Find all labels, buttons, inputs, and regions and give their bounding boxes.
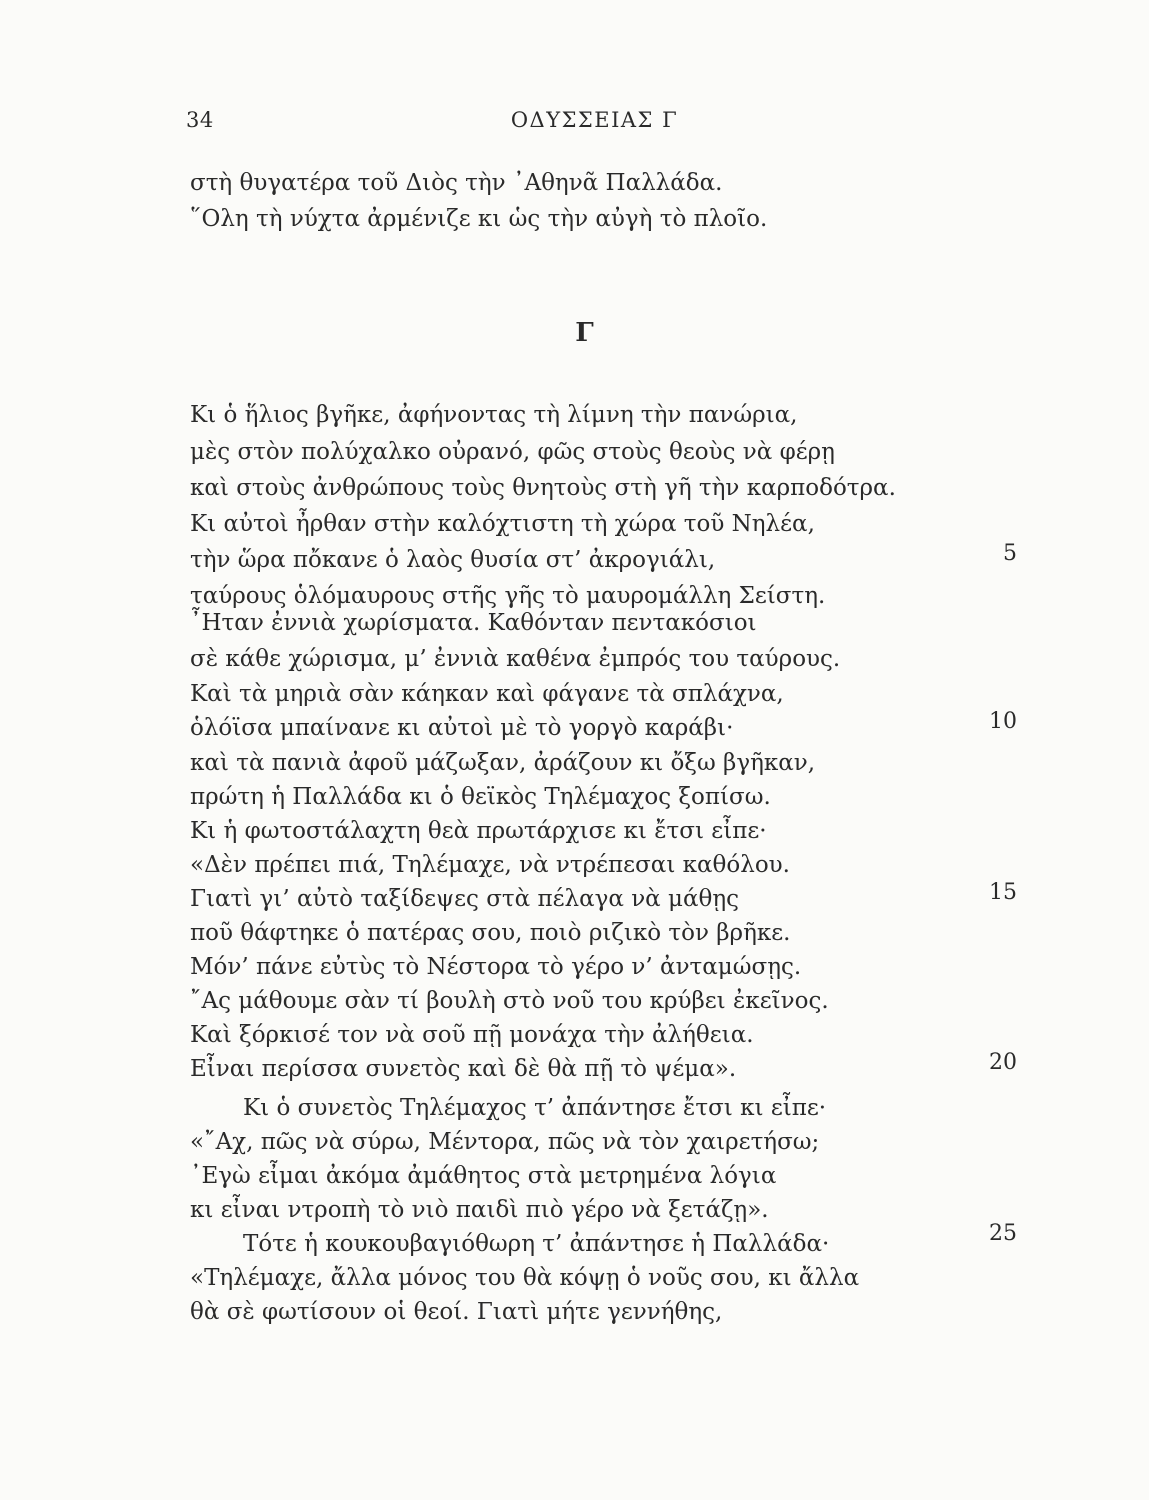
verse-line: πρώτη ἡ Παλλάδα κι ὁ θεϊκὸς Τηλέμαχος ξοπίσω.	[190, 784, 771, 810]
verse-number: 15	[989, 880, 1017, 905]
verse-line: Κι ἡ φωτοστάλαχτη θεὰ πρωτάρχισε κι ἔτσι εἶπε·	[190, 818, 767, 844]
verse-line: ταύρους ὁλόμαυρους στῆς γῆς τὸ μαυρομάλλη Σείστη.	[190, 583, 826, 609]
verse-line: Εἶναι περίσσα συνετὸς καὶ δὲ θὰ πῇ τὸ ψέμα».	[190, 1056, 737, 1082]
verse-line: ὁλόϊσα μπαίνανε κι αὐτοὶ μὲ τὸ γοργὸ καράβι·	[190, 715, 734, 741]
page-number: 34	[186, 108, 214, 132]
verse-line: θὰ σὲ φωτίσουν οἱ θεοί. Γιατὶ μήτε γεννήθης,	[190, 1299, 723, 1325]
verse-line: καὶ στοὺς ἀνθρώπους τοὺς θνητοὺς στὴ γῆ τὴν καρποδότρα.	[190, 475, 896, 501]
verse-line: κι εἶναι ντροπὴ τὸ νιὸ παιδὶ πιὸ γέρο νὰ ξετάζῃ».	[190, 1197, 769, 1223]
verse-line: Τότε ἡ κουκουβαγιόθωρη τ’ ἀπάντησε ἡ Παλλάδα·	[243, 1231, 830, 1257]
verse-line: μὲς στὸν πολύχαλκο οὐρανό, φῶς στοὺς θεοὺς νὰ φέρῃ	[190, 439, 835, 465]
verse-line: ποῦ θάφτηκε ὁ πατέρας σου, ποιὸ ριζικὸ τὸν βρῆκε.	[190, 920, 791, 946]
verse-line: Καὶ ξόρκισέ τον νὰ σοῦ πῇ μονάχα τὴν ἀλήθεια.	[190, 1022, 754, 1048]
verse-line: ῏Ηταν ἐννιὰ χωρίσματα. Καθόνταν πεντακόσιοι	[190, 610, 757, 636]
verse-line: «Δὲν πρέπει πιά, Τηλέμαχε, νὰ ντρέπεσαι καθόλου.	[190, 852, 790, 878]
verse-line: σὲ κάθε χώρισμα, μ’ ἐννιὰ καθένα ἐμπρός του ταύρους.	[190, 646, 841, 672]
verse-line: Καὶ τὰ μηριὰ σὰν κάηκαν καὶ φάγανε τὰ σπλάχνα,	[190, 681, 784, 707]
verse-number: 10	[989, 709, 1017, 734]
verse-number: 5	[1003, 541, 1017, 566]
verse-line: Μόν’ πάνε εὐτὺς τὸ Νέστορα τὸ γέρο ν’ ἀνταμώσῃς.	[190, 954, 802, 980]
verse-line: ᾿Εγὼ εἶμαι ἀκόμα ἀμάθητος στὰ μετρημένα λόγια	[190, 1163, 777, 1189]
text-line: στὴ θυγατέρα τοῦ Διὸς τὴν ᾿Αθηνᾶ Παλλάδα.	[190, 170, 723, 196]
verse-line: ῎Ας μάθουμε σὰν τί βουλὴ στὸ νοῦ του κρύβει ἐκεῖνος.	[190, 988, 829, 1014]
verse-line: Κι αὐτοὶ ἦρθαν στὴν καλόχτιστη τὴ χώρα τοῦ Νηλέα,	[190, 511, 815, 537]
verse-number: 20	[989, 1050, 1017, 1075]
verse-line: «῎Αχ, πῶς νὰ σύρω, Μέντορα, πῶς νὰ τὸν χαιρετήσω;	[190, 1129, 820, 1155]
verse-line: Κι ὁ ἥλιος βγῆκε, ἀφήνοντας τὴ λίμνη τὴν πανώρια,	[190, 402, 798, 428]
text-line: ῞Ολη τὴ νύχτα ἀρμένιζε κι ὡς τὴν αὐγὴ τὸ πλοῖο.	[190, 206, 768, 232]
running-head: ΟΔΥΣΣΕΙΑΣ Γ	[510, 108, 679, 132]
verse-line: Γιατὶ γι’ αὐτὸ ταξίδεψες στὰ πέλαγα νὰ μάθῃς	[190, 886, 740, 912]
verse-line: καὶ τὰ πανιὰ ἀφοῦ μάζωξαν, ἀράζουν κι ὄξω βγῆκαν,	[190, 750, 816, 776]
section-heading: Γ	[575, 318, 594, 348]
verse-number: 25	[989, 1221, 1017, 1246]
verse-line: Κι ὁ συνετὸς Τηλέμαχος τ’ ἀπάντησε ἔτσι κι εἶπε·	[243, 1095, 827, 1121]
verse-line: «Τηλέμαχε, ἄλλα μόνος του θὰ κόψῃ ὁ νοῦς σου, κι ἄλλα	[190, 1265, 860, 1291]
verse-line: τὴν ὥρα πὄκανε ὁ λαὸς θυσία στ’ ἀκρογιάλι,	[190, 547, 716, 573]
